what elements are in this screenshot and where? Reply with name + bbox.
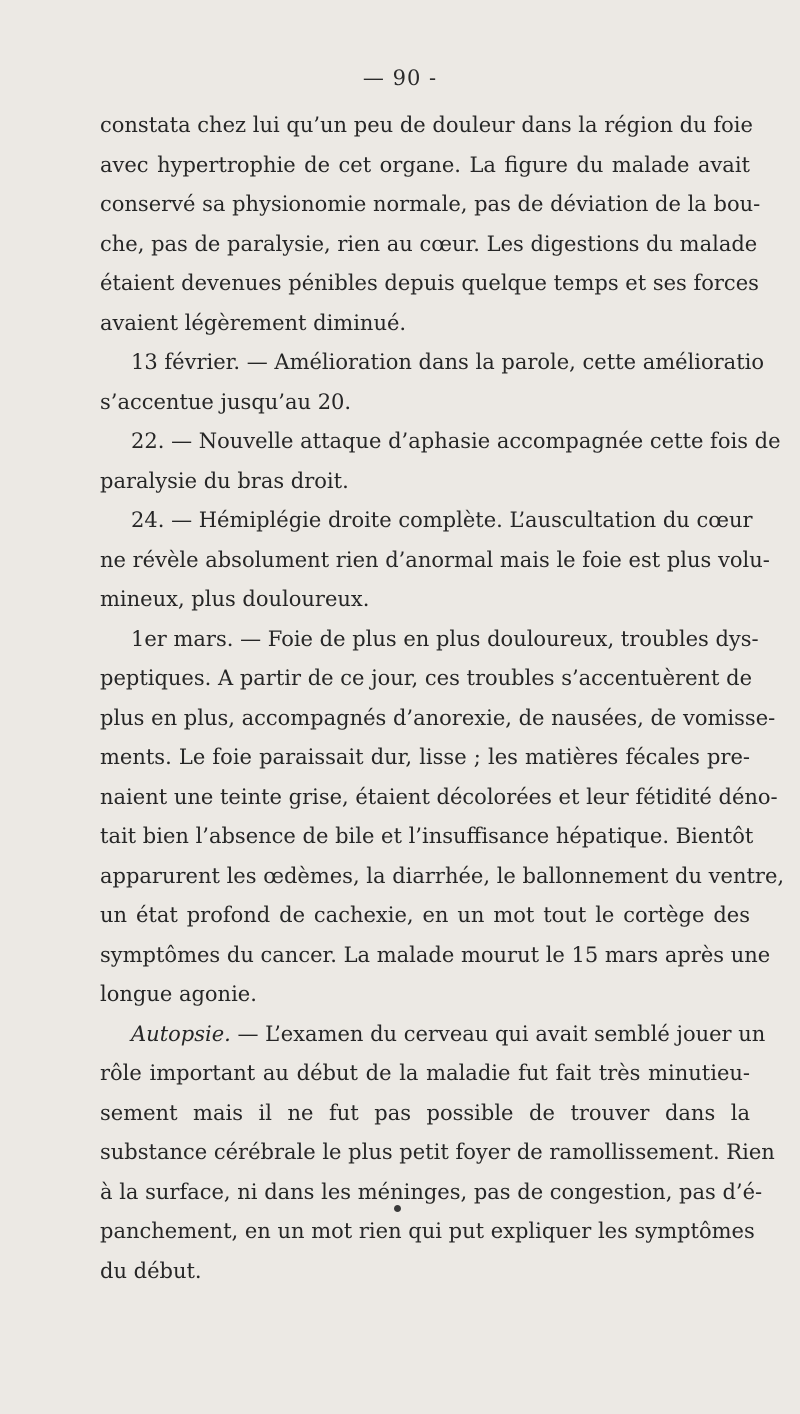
text-line: constata chez lui qu’un peu de douleur dans la région du foie	[100, 113, 753, 137]
body-text	[100, 106, 785, 1291]
text-line: 1er mars. — Foie de plus en plus douloureux, troubles dys-	[131, 626, 759, 651]
text-line: 22. — Nouvelle attaque d’aphasie accompagnée cette fois de	[131, 429, 781, 453]
text-line: 24. — Hémiplégie droite complète. L’auscultation du cœur	[131, 508, 753, 532]
text-line: étaient devenues pénibles depuis quelque temps et ses forces	[100, 271, 759, 295]
text-line: du début.	[100, 1258, 202, 1283]
text-line: ne révèle absolument rien d’anormal mais le foie est plus volu-	[100, 547, 770, 572]
text-line: rôle important au début de la maladie fut fait très minutieu-	[100, 1061, 750, 1085]
text-line: naient une teinte grise, étaient décolorées et leur fétidité déno-	[100, 784, 778, 809]
text-line: tait bien l’absence de bile et l’insuffisance hépatique. Bientôt	[100, 824, 754, 848]
text-line: ments. Le foie paraissait dur, lisse ; les matières fécales pre-	[100, 745, 750, 769]
text-line: avec hypertrophie de cet organe. La figure du malade avait	[100, 152, 750, 177]
text-line: substance cérébrale le plus petit foyer de ramollissement. Rien	[100, 1140, 775, 1164]
text-line: à la surface, ni dans les méninges, pas de congestion, pas d’é-	[100, 1179, 763, 1204]
page-number: — 90 -	[362, 66, 438, 90]
text-line: symptômes du cancer. La malade mourut le 15 mars après une	[100, 942, 771, 967]
ink-dot	[394, 1205, 401, 1212]
text-line: plus en plus, accompagnés d’anorexie, de nausées, de vomisse-	[100, 705, 776, 730]
autopsy-first-line-text: — L’examen du cerveau qui avait semblé jouer un	[230, 1021, 766, 1046]
text-line: conservé sa physionomie normale, pas de déviation de la bou-	[100, 192, 761, 216]
text-line: s’accentue jusqu’au 20.	[100, 389, 352, 414]
text-line: 13 février. — Amélioration dans la parole, cette amélioratio	[131, 350, 764, 374]
text-line: un état profond de cachexie, en un mot tout le cortège des	[100, 903, 750, 927]
text-line: longue agonie.	[100, 982, 257, 1006]
text-line: che, pas de paralysie, rien au cœur. Les digestions du malade	[100, 231, 758, 256]
text-line: peptiques. A partir de ce jour, ces troubles s’accentuèrent de	[100, 666, 753, 690]
autopsy-label: Autopsie.	[131, 1021, 231, 1046]
text-line: mineux, plus douloureux.	[100, 587, 370, 611]
text-line: paralysie du bras droit.	[100, 468, 349, 493]
text-line: panchement, en un mot rien qui put expliquer les symptômes	[100, 1219, 755, 1243]
text-line: avaient légèrement diminué.	[100, 310, 407, 335]
text-line: sement mais il ne fut pas possible de trouver dans la	[100, 1100, 750, 1125]
autopsy-paragraph-first-line	[100, 1015, 766, 1055]
text-line: apparurent les œdèmes, la diarrhée, le ballonnement du ventre,	[100, 863, 785, 888]
